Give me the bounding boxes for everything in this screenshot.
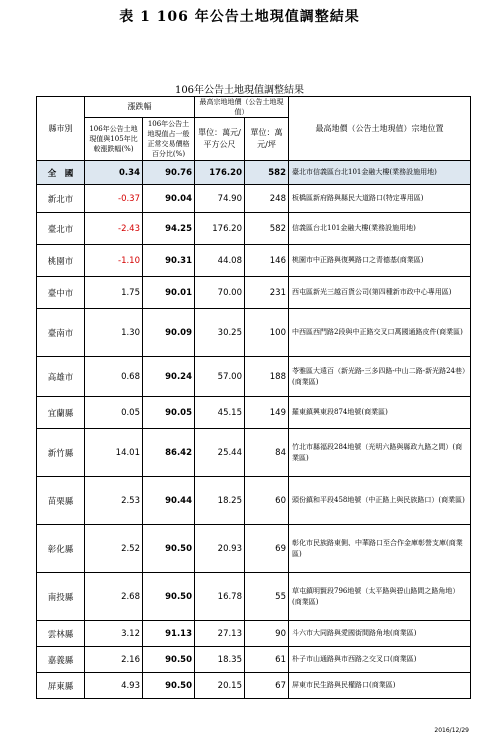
change-cell: 0.68 [85,357,143,397]
price-ping-cell: 100 [245,309,289,357]
ratio-cell: 90.76 [143,161,195,185]
price-sqm-cell: 20.15 [195,673,245,699]
table-row [37,357,471,397]
table-row-total [37,161,471,185]
ratio-cell: 90.44 [143,477,195,525]
location-cell: 斗六市大同路與愛國街間路角地(商業區) [289,621,471,647]
change-cell: 2.16 [85,647,143,673]
ratio-cell: 90.31 [143,245,195,277]
change-cell: 14.01 [85,429,143,477]
county-cell: 新北市 [37,185,85,213]
change-cell: 1.75 [85,277,143,309]
location-cell: 板橋區新府路與縣民大道路口(特定專用區) [289,185,471,213]
price-ping-cell: 146 [245,245,289,277]
location-cell: 苓雅區大遠百（新光路-三多四路-中山二路-新光路24巷）(商業區) [289,357,471,397]
price-sqm-cell: 27.13 [195,621,245,647]
table-row [37,673,471,699]
price-ping-cell: 69 [245,525,289,573]
header-county: 縣市別 [37,97,85,161]
price-ping-cell: 55 [245,573,289,621]
location-cell: 朴子市山通路與市西路之交叉口(商業區) [289,647,471,673]
county-cell: 高雄市 [37,357,85,397]
county-cell: 臺中市 [37,277,85,309]
county-cell: 嘉義縣 [37,647,85,673]
page-title: 表 1 106 年公告土地現值調整結果 [119,9,360,25]
header-row-1 [37,97,471,118]
ratio-cell: 90.50 [143,525,195,573]
price-ping-cell: 149 [245,397,289,429]
price-sqm-cell: 74.90 [195,185,245,213]
county-cell: 臺北市 [37,213,85,245]
print-date: 2016/12/29 [434,727,469,734]
county-cell: 臺南市 [37,309,85,357]
price-sqm-cell: 176.20 [195,161,245,185]
price-sqm-cell: 18.35 [195,647,245,673]
table-row [37,185,471,213]
header-price-sqm: 單位：萬元/平方公尺 [195,118,245,161]
county-cell: 全 國 [37,161,85,185]
change-cell: 0.34 [85,161,143,185]
table-body [37,161,471,699]
price-sqm-cell: 25.44 [195,429,245,477]
table-caption: 106年公告土地現值調整結果 [174,85,305,96]
location-cell: 頭份鎮和平段458地號（中正路上與民族路口）(商業區) [289,477,471,525]
price-sqm-cell: 18.25 [195,477,245,525]
ratio-cell: 90.50 [143,573,195,621]
price-ping-cell: 90 [245,621,289,647]
location-cell: 西屯區新光三越百貨公司(第四種新市政中心專用區) [289,277,471,309]
county-cell: 屏東縣 [37,673,85,699]
table-row [37,397,471,429]
table-row [37,477,471,525]
ratio-cell: 90.50 [143,647,195,673]
location-cell: 屏東市民生路與民權路口(商業區) [289,673,471,699]
location-cell: 彰化市民族路東側、中華路口至合作金庫彰營支庫(商業區) [289,525,471,573]
ratio-cell: 91.13 [143,621,195,647]
price-ping-cell: 61 [245,647,289,673]
price-sqm-cell: 20.93 [195,525,245,573]
table-row [37,525,471,573]
ratio-cell: 90.50 [143,673,195,699]
ratio-cell: 86.42 [143,429,195,477]
table-row [37,429,471,477]
header-change-pct: 106年公告土地現值與105年比較漲跌幅(%) [85,118,143,161]
ratio-cell: 94.25 [143,213,195,245]
change-cell: 2.53 [85,477,143,525]
price-sqm-cell: 16.78 [195,573,245,621]
location-cell: 桃園市中正路與復興路口之青德基(商業區) [289,245,471,277]
change-cell: 4.93 [85,673,143,699]
table-row [37,213,471,245]
location-cell: 信義區台北101金融大樓(業務設施用地) [289,213,471,245]
price-sqm-cell: 30.25 [195,309,245,357]
table-row [37,647,471,673]
location-cell: 臺北市信義區台北101金融大樓(業務設施用地) [289,161,471,185]
table-row [37,621,471,647]
location-cell: 竹北市縣福段284地號（光明六路與縣政九路之間）(商業區) [289,429,471,477]
price-sqm-cell: 176.20 [195,213,245,245]
header-change-group: 漲跌幅 [85,97,195,118]
header-location: 最高地價（公告土地現值）宗地位置 [289,97,471,161]
header-price-ping: 單位：萬元/坪 [245,118,289,161]
table-row [37,573,471,621]
change-cell: -1.10 [85,245,143,277]
price-ping-cell: 248 [245,185,289,213]
county-cell: 宜蘭縣 [37,397,85,429]
header-ratio-pct: 106年公告土地現值占一般正常交易價格百分比(%) [143,118,195,161]
ratio-cell: 90.01 [143,277,195,309]
header-max-group: 最高宗地地價（公告土地現值） [195,97,289,118]
ratio-cell: 90.09 [143,309,195,357]
ratio-cell: 90.04 [143,185,195,213]
county-cell: 彰化縣 [37,525,85,573]
price-sqm-cell: 70.00 [195,277,245,309]
table-row [37,245,471,277]
ratio-cell: 90.05 [143,397,195,429]
change-cell: 1.30 [85,309,143,357]
county-cell: 桃園市 [37,245,85,277]
ratio-cell: 90.24 [143,357,195,397]
table-row [37,309,471,357]
price-ping-cell: 84 [245,429,289,477]
price-ping-cell: 231 [245,277,289,309]
county-cell: 南投縣 [37,573,85,621]
county-cell: 新竹縣 [37,429,85,477]
county-cell: 苗栗縣 [37,477,85,525]
county-cell: 雲林縣 [37,621,85,647]
change-cell: 2.68 [85,573,143,621]
price-sqm-cell: 57.00 [195,357,245,397]
price-ping-cell: 188 [245,357,289,397]
price-ping-cell: 582 [245,161,289,185]
location-cell: 草屯鎮明賢段796地號（太平路與碧山路間之路角地）(商業區) [289,573,471,621]
price-ping-cell: 582 [245,213,289,245]
change-cell: 3.12 [85,621,143,647]
land-value-table [36,96,471,699]
price-sqm-cell: 44.08 [195,245,245,277]
location-cell: 中西區西門路2段與中正路交叉口萬國通路皮件(商業區) [289,309,471,357]
change-cell: 0.05 [85,397,143,429]
price-sqm-cell: 45.15 [195,397,245,429]
table-row [37,277,471,309]
change-cell: -2.43 [85,213,143,245]
price-ping-cell: 60 [245,477,289,525]
location-cell: 羅東鎮興東段874地號(商業區) [289,397,471,429]
price-ping-cell: 67 [245,673,289,699]
change-cell: -0.37 [85,185,143,213]
change-cell: 2.52 [85,525,143,573]
